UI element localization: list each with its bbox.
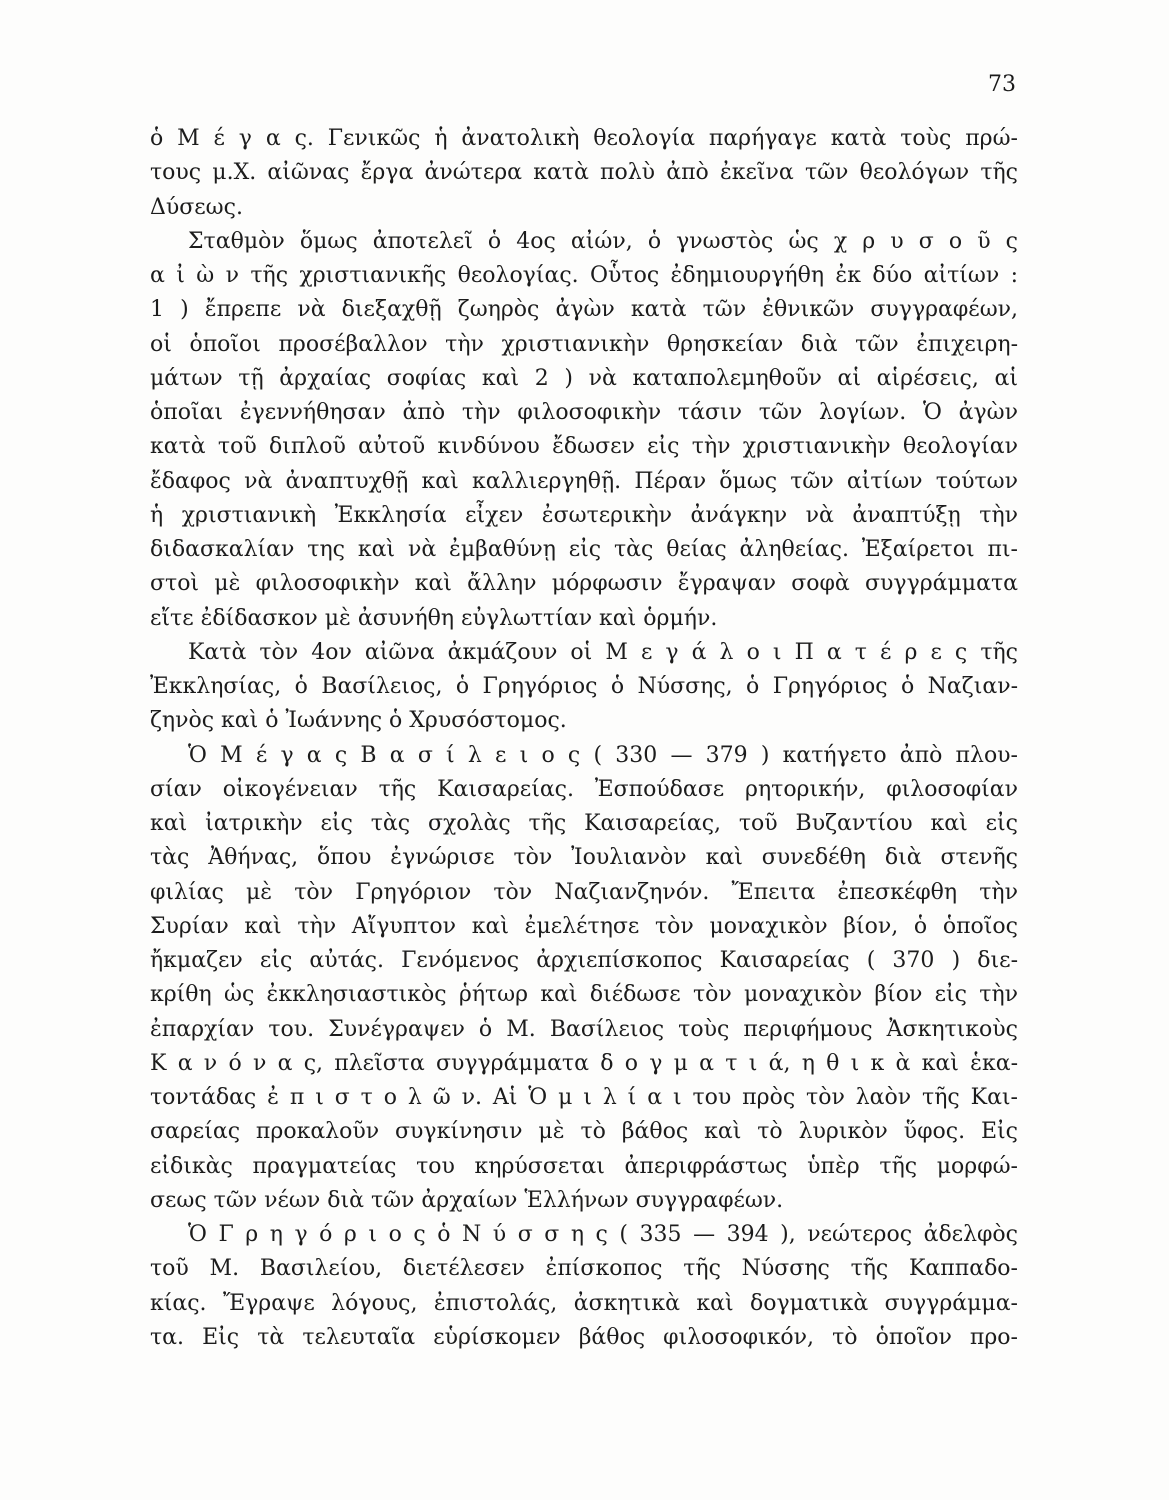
text-line: διδασκαλίαν της καὶ νὰ ἐμβαθύνῃ εἰς τὰς θείας ἀληθείας. Ἐξαίρετοι πι- [150,537,1018,562]
text-line: Δύσεως. [150,194,243,220]
text-line: τους μ.Χ. αἰῶνας ἔργα ἀνώτερα κατὰ πολὺ ἀπὸ ἐκεῖνα τῶν θεολόγων τῆς [150,160,1018,186]
text-line: ὁ Μ έ γ α ς. Γενικῶς ἡ ἀνατολικὴ θεολογία παρήγαγε κατὰ τοὺς πρώ- [150,126,1018,151]
text-line: Ὁ Γ ρ η γ ό ρ ι ο ς ὁ Ν ύ σ σ η ς ( 335 — 394 ), νεώτερος ἀδελφὸς [188,1222,1018,1247]
text-line: κίας. Ἔγραψε λόγους, ἐπιστολάς, ἀσκητικὰ καὶ δογματικὰ συγγράμμα- [150,1290,1018,1316]
text-line: Ἐκκλησίας, ὁ Βασίλειος, ὁ Γρηγόριος ὁ Νύσσης, ὁ Γρηγόριος ὁ Ναζιαν- [150,674,1018,699]
text-line: τοντάδας ἐ π ι σ τ ο λ ῶ ν. Αἱ Ὁ μ ι λ ί α ι του πρὸς τὸν λαὸν τῆς Και- [150,1085,1018,1110]
text-line: σίαν οἰκογένειαν τῆς Καισαρείας. Ἐσπούδασε ρητορικήν, φιλοσοφίαν [150,776,1018,802]
text-line: Ὁ Μ έ γ α ς Β α σ ί λ ε ι ο ς ( 330 — 379 ) κατήγετο ἀπὸ πλου- [188,742,1018,768]
text-line: σαρείας προκαλοῦν συγκίνησιν μὲ τὸ βάθος καὶ τὸ λυρικὸν ὕφος. Εἰς [150,1119,1018,1145]
text-line: καὶ ἰατρικὴν εἰς τὰς σχολὰς τῆς Καισαρείας, τοῦ Βυζαντίου καὶ εἰς [150,811,1018,836]
text-line: Συρίαν καὶ τὴν Αἴγυπτον καὶ ἐμελέτησε τὸν μοναχικὸν βίον, ὁ ὁποῖος [150,913,1018,939]
text-line: ἐπαρχίαν του. Συνέγραψεν ὁ Μ. Βασίλειος τοὺς περιφήμους Ἀσκητικοὺς [150,1016,1018,1042]
text-line: τοῦ Μ. Βασιλείου, διετέλεσεν ἐπίσκοπος τῆς Νύσσης τῆς Καππαδο- [150,1256,1018,1282]
text-line: ζηνὸς καὶ ὁ Ἰωάννης ὁ Χρυσόστομος. [150,708,567,734]
text-line: εἰδικὰς πραγματείας του κηρύσσεται ἀπεριφράστως ὑπὲρ τῆς μορφώ- [150,1153,1018,1179]
text-line: κρίθη ὡς ἐκκλησιαστικὸς ῥήτωρ καὶ διέδωσε τὸν μοναχικὸν βίον εἰς τὴν [150,982,1018,1008]
text-line: Κατὰ τὸν 4ον αἰῶνα ἀκμάζουν οἱ Μ ε γ ά λ ο ι Π α τ έ ρ ε ς τῆς [188,639,1018,665]
text-line: μάτων τῇ ἀρχαίας σοφίας καὶ 2 ) νὰ καταπολεμηθοῦν αἱ αἱρέσεις, αἱ [150,365,1018,391]
text-line: ἤκμαζεν εἰς αὐτάς. Γενόμενος ἀρχιεπίσκοπος Καισαρείας ( 370 ) διε- [150,948,1018,973]
text-line: κατὰ τοῦ διπλοῦ αὐτοῦ κινδύνου ἔδωσεν εἰς τὴν χριστιανικὴν θεολογίαν [150,434,1018,460]
text-line: 1 ) ἔπρεπε νὰ διεξαχθῇ ζωηρὸς ἀγὼν κατὰ τῶν ἐθνικῶν συγγραφέων, [150,297,1018,323]
text-line: ὁποῖαι ἐγεννήθησαν ἀπὸ τὴν φιλοσοφικὴν τάσιν τῶν λογίων. Ὁ ἀγὼν [150,400,1018,425]
page-number: 73 [988,72,1016,97]
text-line: φιλίας μὲ τὸν Γρηγόριον τὸν Ναζιανζηνόν. Ἔπειτα ἐπεσκέφθη τὴν [150,879,1018,905]
text-line: στοὶ μὲ φιλοσοφικὴν καὶ ἄλλην μόρφωσιν ἔγραψαν σοφὰ συγγράμματα [150,571,1018,597]
text-line: Σταθμὸν ὅμως ἀποτελεῖ ὁ 4ος αἰών, ὁ γνωστὸς ὡς χ ρ υ σ ο ῦ ς [188,228,1018,254]
text-line: εἴτε ἐδίδασκον μὲ ἀσυνήθη εὐγλωττίαν καὶ ὁρμήν. [150,605,718,631]
text-line: ἔδαφος νὰ ἀναπτυχθῇ καὶ καλλιεργηθῇ. Πέραν ὅμως τῶν αἰτίων τούτων [150,468,1018,494]
text-line: σεως τῶν νέων διὰ τῶν ἀρχαίων Ἑλλήνων συγγραφέων. [150,1187,784,1213]
text-line: τα. Εἰς τὰ τελευταῖα εὑρίσκομεν βάθος φιλοσοφικόν, τὸ ὁποῖον προ- [150,1324,1018,1350]
text-line: τὰς Ἀθήνας, ὅπου ἐγνώρισε τὸν Ἰουλιανὸν καὶ συνεδέθη διὰ στενῆς [150,845,1018,871]
text-line: οἱ ὁποῖοι προσέβαλλον τὴν χριστιανικὴν θρησκείαν διὰ τῶν ἐπιχειρη- [150,331,1018,357]
text-line: Κ α ν ό ν α ς, πλεῖστα συγγράμματα δ ο γ μ α τ ι ά, η θ ι κ ὰ καὶ ἑκα- [150,1050,1018,1076]
body-text [150,122,1018,1355]
text-line: ἡ χριστιανικὴ Ἐκκλησία εἶχεν ἐσωτερικὴν ἀνάγκην νὰ ἀναπτύξῃ τὴν [150,502,1018,528]
text-line: α ἰ ὼ ν τῆς χριστιανικῆς θεολογίας. Οὗτος ἐδημιουργήθη ἐκ δύο αἰτίων : [150,263,1018,288]
